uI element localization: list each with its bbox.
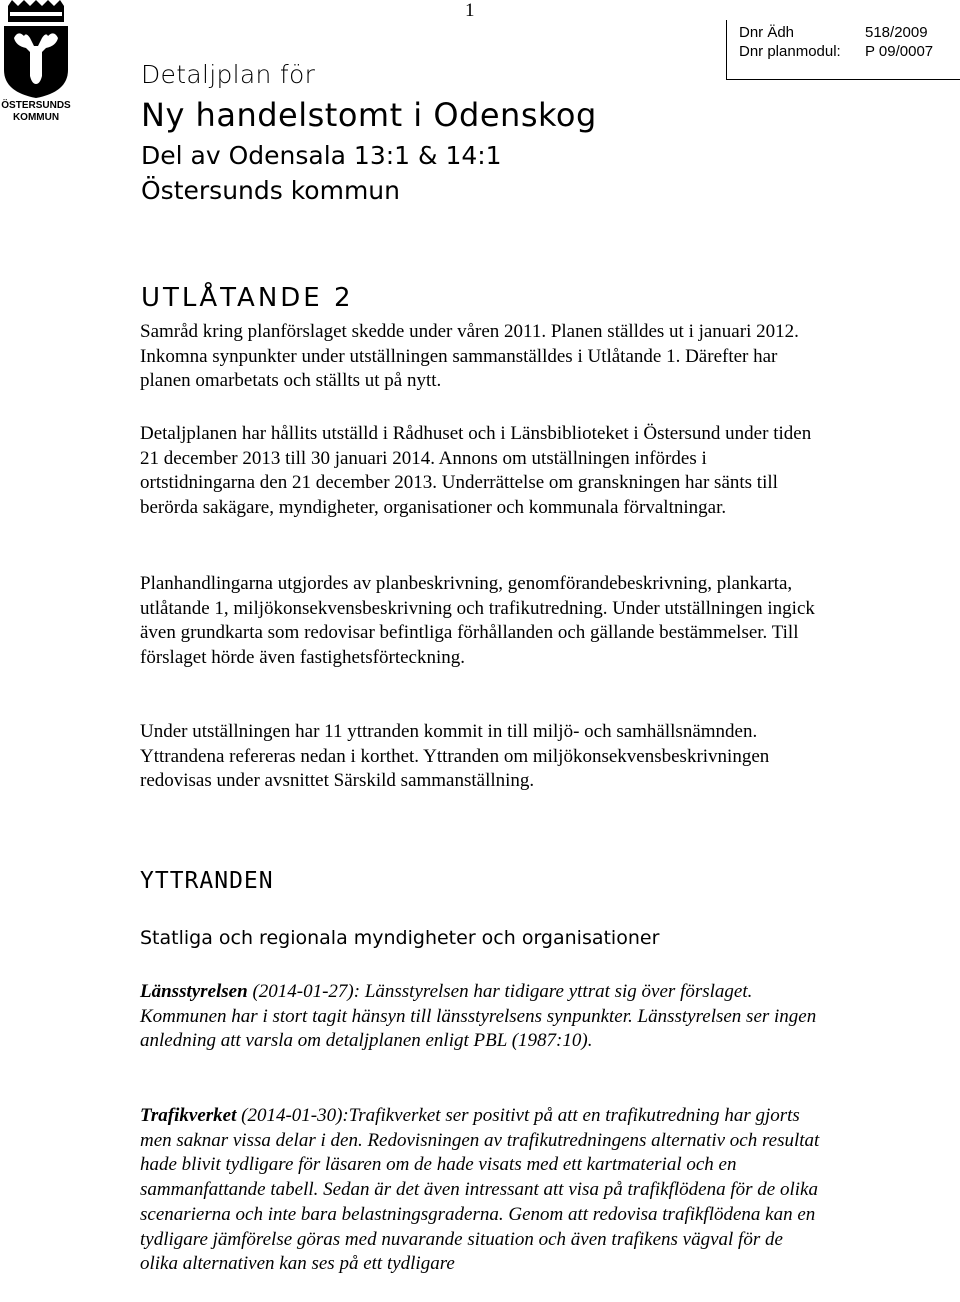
reference-number-box	[726, 20, 960, 80]
dnr-label: Dnr Ädh	[739, 24, 795, 41]
dnr-label: Dnr planmodul:	[739, 43, 841, 60]
paragraph-3: Planhandlingarna utgjordes av planbeskrivning, genomförandebeskrivning, plankarta, utlåtande 1, miljökonsekvensbeskrivning och trafikutredning. Under utställningen ingick även grundkarta som redovisar befintliga förhållanden och gällande bestämmelser. Till förslaget hörde även fastighetsförteckning.	[140, 573, 815, 669]
statement-text: (2014-01-30):Trafikverket ser positivt på att en trafikutredning har gjorts men saknar vissa delar i den. Redovisningen av trafikutredningens alternativ och resultat hade blivit tydligare för läsaren om de hade visats med ett kartmaterial och en sammanfattande tabell. Sedan är det även intressant att visa på trafikflödena för de olika scenarierna och inte bara belastningsgraderna. Genom att redovisa trafikflödena kan en tydligare jämförelse göras med nuvarande situation och även trafikens vägval för de olika alternativen kan ses på ett tydligare	[140, 1105, 820, 1275]
paragraph-4: Under utställningen har 11 yttranden kommit in till miljö- och samhällsnämnden. Yttrandena refereras nedan i korthet. Yttranden om miljökonsekvensbeskrivningen redovisas under avsnittet Särskild sammanställning.	[140, 721, 770, 792]
statement-lansstyrelsen	[140, 980, 820, 1054]
section-heading: UTLÅTANDE 2	[141, 283, 354, 313]
logo-text	[0, 100, 72, 124]
logo-text-line1: ÖSTERSUNDS	[1, 100, 71, 111]
dnr-row	[739, 23, 960, 42]
dnr-value: P 09/0007	[865, 43, 934, 60]
logo-text-line2: KOMMUN	[12, 112, 60, 123]
statement-trafikverket	[140, 1104, 820, 1277]
paragraph-1: Samråd kring planförslaget skedde under våren 2011. Planen ställdes ut i januari 2012. Inkomna synpunkter under utställningen sammanställdes i Utlåtande 1. Därefter har planen omarbetats och ställts ut på nytt.	[140, 321, 799, 392]
statement-org: Länsstyrelsen	[140, 981, 248, 1002]
page-number: 1	[465, 0, 475, 21]
dnr-row	[739, 42, 960, 61]
statement-text: (2014-01-27): Länsstyrelsen har tidigare yttrat sig över förslaget. Kommunen har i stort tagit hänsyn till länsstyrelsens synpunkter. Länsstyrelsen ser ingen anledning att varsla om detaljplanen enligt PBL (1987:10).	[140, 981, 817, 1052]
yttranden-heading: YTTRANDEN	[140, 868, 274, 894]
subheading: Statliga och regionala myndigheter och organisationer	[140, 927, 660, 949]
title-line3: Del av Odensala 13:1 & 14:1	[141, 141, 502, 170]
dnr-value: 518/2009	[865, 24, 928, 41]
title-line1: Detaljplan för	[141, 60, 316, 89]
title-line2: Ny handelstomt i Odenskog	[141, 96, 597, 134]
paragraph-2: Detaljplanen har hållits utställd i Rådhuset och i Länsbiblioteket i Östersund under tiden 21 december 2013 till 30 januari 2014. Annons om utställningen infördes i ortstidningarna den 21 december 2013. Underrättelse om granskningen har sänts till berörda sakägare, myndigheter, organisationer och kommunala förvaltningar.	[140, 423, 812, 519]
title-line4: Östersunds kommun	[141, 176, 400, 205]
crest-icon	[0, 0, 72, 100]
statement-org: Trafikverket	[140, 1105, 237, 1126]
